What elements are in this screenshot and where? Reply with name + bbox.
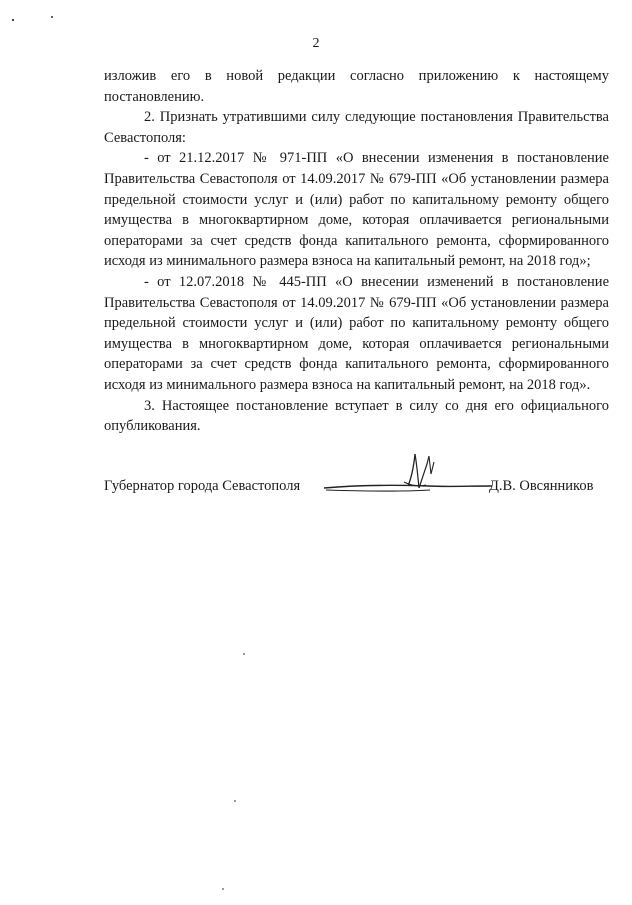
scan-dot-icon bbox=[241, 651, 247, 657]
paragraph-repealed-445: - от 12.07.2018 № 445-ПП «О внесении изменений в постановление Правительства Севастополя от 14.09.2017 № 679-ПП «Об установлении размера предельной стоимости услуг и (или) работ по капитальному ремонту общего имущества в многоквартирном доме, которая оплачивается региональными операторами за счет средств фонда капитального ремонта, сформированного исходя из минимального размера взноса на капитальный ремонт, на 2018 год». bbox=[104, 273, 609, 393]
paragraph-item-2: 2. Признать утратившими силу следующие постановления Правительства Севастополя: bbox=[104, 109, 609, 146]
scan-dot-icon bbox=[232, 798, 238, 804]
scan-mark-icon bbox=[10, 14, 56, 24]
page-number: 2 bbox=[312, 36, 320, 51]
handwritten-signature-icon bbox=[318, 452, 498, 502]
signer-title: Губернатор города Севастополя bbox=[104, 478, 301, 494]
paragraph-repealed-971: - от 21.12.2017 № 971-ПП «О внесении изменения в постановление Правительства Севастополя от 14.09.2017 № 679-ПП «Об установлении размера предельной стоимости услуг и (или) работ по капитальному ремонту общего имущества в многоквартирном доме, которая оплачивается региональными операторами за счет средств фонда капитального ремонта, сформированного исходя из минимального размера взноса на капитальный ремонт, на 2018 год»; bbox=[104, 150, 609, 270]
scan-dot-icon bbox=[220, 886, 226, 892]
paragraph-continuation: изложив его в новой редакции согласно приложению к настоящему постановлению. bbox=[104, 68, 609, 105]
paragraph-item-3: 3. Настоящее постановление вступает в силу со дня его официального опубликования. bbox=[104, 397, 609, 435]
signer-name: Д.В. Овсянников bbox=[489, 478, 594, 494]
document-body bbox=[104, 66, 609, 437]
